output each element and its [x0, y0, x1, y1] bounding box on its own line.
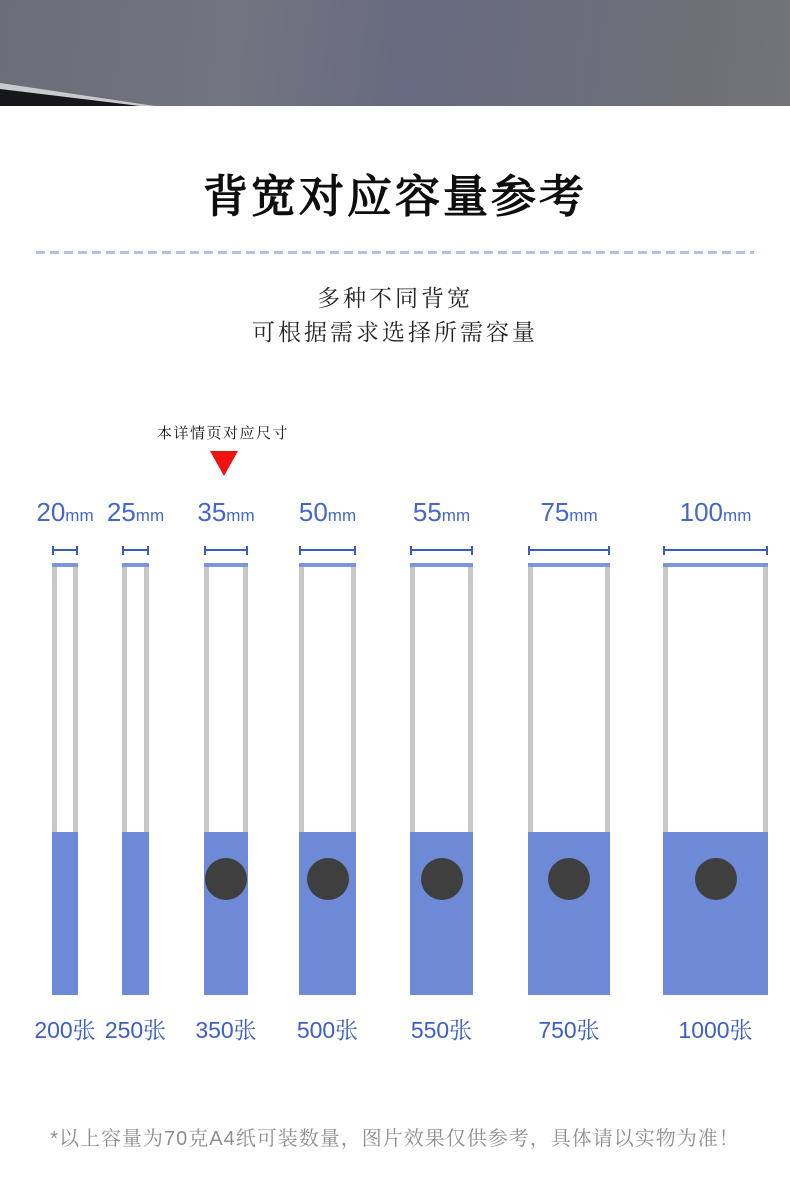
- finger-hole-icon: [205, 858, 247, 900]
- width-number: 35: [197, 497, 227, 527]
- spine-body: [204, 567, 248, 832]
- width-label-20mm: [36, 499, 93, 530]
- width-number: 55: [412, 497, 442, 527]
- subtitle-line1: 多种不同背宽: [317, 285, 473, 311]
- spine-body: [663, 567, 768, 832]
- capacity-label-55mm: 550张: [410, 1017, 473, 1043]
- capacity-label-50mm: 500张: [296, 1017, 359, 1043]
- width-number: 25: [106, 497, 136, 527]
- spine-label-area: [410, 832, 473, 995]
- width-number: 75: [540, 497, 570, 527]
- capacity-label-25mm: 250张: [104, 1017, 167, 1043]
- table-edge-shadow: [0, 89, 140, 106]
- spine-column-100mm: [663, 499, 768, 1044]
- finger-hole-icon: [695, 858, 737, 900]
- capacity-label-100mm: 1000张: [678, 1017, 753, 1043]
- width-label-100mm: [680, 499, 752, 530]
- product-photo-strip: [0, 0, 790, 106]
- spine-label-area: [122, 832, 149, 995]
- measure-bracket-25mm: [122, 546, 149, 555]
- width-number: 20: [36, 497, 66, 527]
- finger-hole-icon: [421, 858, 463, 900]
- spine-body: [528, 567, 610, 832]
- width-label-35mm: [197, 499, 254, 530]
- spine-column-50mm: [296, 497, 359, 1044]
- measure-bracket-20mm: [52, 546, 78, 555]
- spine-body: [122, 567, 149, 832]
- spine-column-75mm: [528, 499, 610, 1044]
- page-title: 背宽对应容量参考: [202, 171, 587, 222]
- measure-bracket-50mm: [299, 546, 356, 555]
- width-label-25mm: [107, 499, 164, 530]
- width-label-75mm: [540, 499, 597, 530]
- spine-body: [410, 567, 473, 832]
- measure-bracket-75mm: [528, 546, 610, 555]
- finger-hole-icon: [548, 858, 590, 900]
- width-number: 100: [679, 497, 724, 527]
- spine-label-area: [52, 832, 78, 995]
- spine-width-capacity-chart: [0, 499, 790, 1044]
- capacity-label-75mm: 750张: [538, 1017, 600, 1043]
- measure-bracket-55mm: [410, 546, 473, 555]
- width-unit: mm: [135, 506, 165, 525]
- footer-note: *以上容量为70克A4纸可装数量，图片效果仅供参考，具体请以实物为准！: [50, 1128, 740, 1150]
- width-unit: mm: [226, 506, 255, 525]
- width-label-50mm: [299, 499, 356, 530]
- width-unit: mm: [65, 506, 94, 525]
- spine-column-25mm: [104, 497, 167, 1044]
- spine-column-20mm: [34, 497, 96, 1044]
- width-label-55mm: [413, 499, 470, 530]
- subtitle: [0, 281, 790, 349]
- pointer-note: 本详情页对应尺寸: [157, 425, 290, 442]
- spine-label-area: [204, 832, 248, 995]
- capacity-label-20mm: 200张: [34, 1017, 96, 1043]
- width-unit: mm: [441, 506, 471, 525]
- down-arrow-icon: [210, 451, 238, 476]
- capacity-label-35mm: 350张: [195, 1017, 257, 1043]
- spine-body: [52, 567, 78, 832]
- width-unit: mm: [327, 506, 357, 525]
- spine-column-35mm: [195, 497, 257, 1044]
- dashed-divider: [36, 251, 754, 254]
- spine-label-area: [528, 832, 610, 995]
- measure-bracket-35mm: [204, 546, 248, 555]
- subtitle-line2: 可根据需求选择所需容量: [252, 319, 538, 345]
- measure-bracket-100mm: [663, 546, 768, 555]
- width-unit: mm: [723, 506, 752, 525]
- spine-label-area: [299, 832, 356, 995]
- width-unit: mm: [569, 506, 598, 525]
- spine-body: [299, 567, 356, 832]
- finger-hole-icon: [307, 858, 349, 900]
- width-number: 50: [298, 497, 328, 527]
- spine-label-area: [663, 832, 768, 995]
- spine-column-55mm: [410, 499, 473, 1044]
